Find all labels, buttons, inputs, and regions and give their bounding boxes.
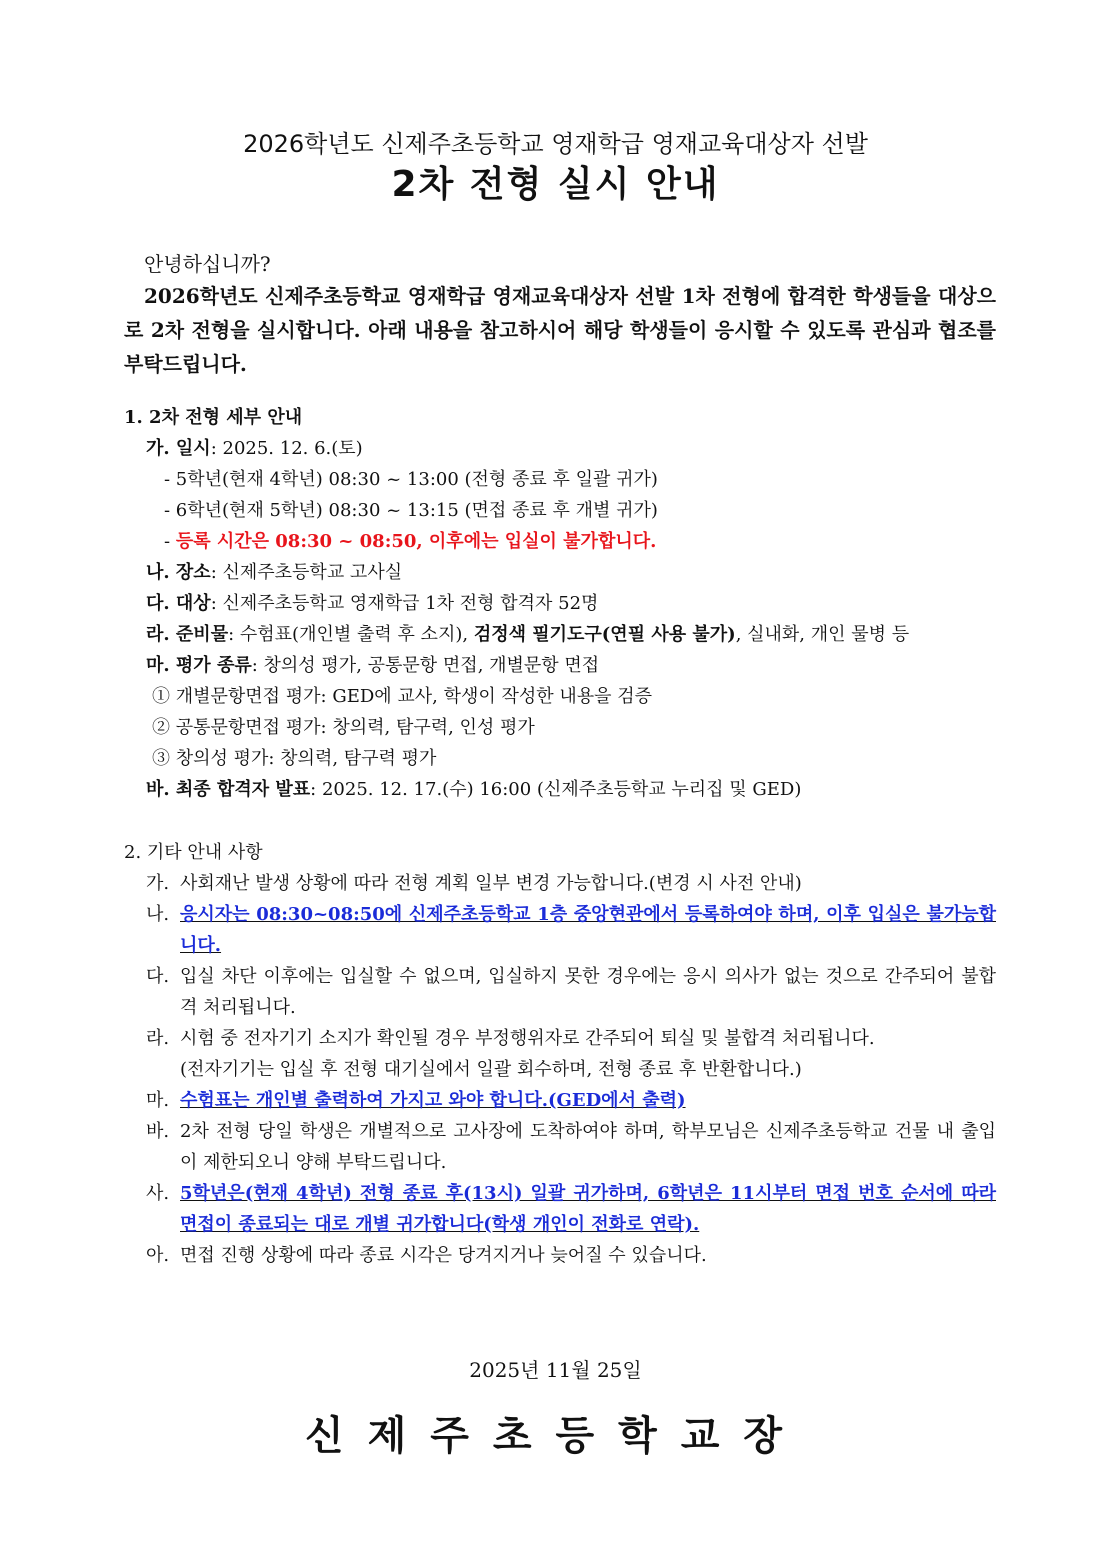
item-text: : 2025. 12. 6.(토) <box>210 438 363 459</box>
item-text: 사회재난 발생 상황에 따라 전형 계획 일부 변경 가능합니다.(변경 시 사전 안내) <box>180 873 802 894</box>
item-text: : 2025. 12. 17.(수) 16:00 (신제주초등학교 누리집 및 GED) <box>310 779 802 800</box>
signature: 신제주초등학교장 <box>304 1413 807 1459</box>
item-text: : 신제주초등학교 영재학급 1차 전형 합격자 52명 <box>210 593 599 614</box>
item-text: 입실 차단 이후에는 입실할 수 없으며, 입실하지 못한 경우에는 응시 의사가 없는 것으로 간주되어 불합격 처리됩니다. <box>180 966 996 1018</box>
item-label: 나. <box>146 904 170 925</box>
evaluation-sub-3: ③ 창의성 평가: 창의력, 탐구력 평가 <box>152 748 437 769</box>
item-text-bold: 검정색 필기도구(연필 사용 불가) <box>473 624 736 645</box>
item-label: 사. <box>146 1183 170 1204</box>
list-item <box>146 1178 996 1240</box>
item-text: 시험 중 전자기기 소지가 확인될 경우 부정행위자로 간주되어 퇴실 및 불합격 처리됩니다. <box>180 1028 875 1049</box>
schedule-item <box>146 433 363 464</box>
list-item <box>146 868 996 899</box>
item-label: 라. <box>146 1028 170 1049</box>
section2-heading: 2. 기타 안내 사항 <box>124 842 263 863</box>
evaluation-sub-2: ② 공통문항면접 평가: 창의력, 탐구력, 인성 평가 <box>152 717 535 738</box>
item-label: 아. <box>146 1245 170 1266</box>
evaluation-item <box>146 650 599 681</box>
list-item <box>146 1023 996 1085</box>
item-label: 마. 평가 종류 <box>146 655 252 676</box>
location-item <box>146 557 402 588</box>
supplies-item <box>146 619 909 650</box>
item-text: 2차 전형 당일 학생은 개별적으로 고사장에 도착하여야 하며, 학부모님은 신제주초등학교 건물 내 출입이 제한되오니 양해 부탁드립니다. <box>180 1121 996 1173</box>
grade5-schedule: - 5학년(현재 4학년) 08:30 ~ 13:00 (전형 종료 후 일괄 귀가) <box>164 469 658 490</box>
item-label: 라. 준비물 <box>146 624 229 645</box>
item-text: , 실내화, 개인 물병 등 <box>735 624 910 645</box>
list-item <box>146 1085 996 1116</box>
title-line1: 2026학년도 신제주초등학교 영재학급 영재교육대상자 선발 <box>243 130 868 158</box>
registration-notice <box>164 526 656 557</box>
item-label: 나. 장소 <box>146 562 211 583</box>
dash: - <box>164 531 176 552</box>
section1-heading: 1. 2차 전형 세부 안내 <box>124 407 303 428</box>
item-text: 5학년은(현재 4학년) 전형 종료 후(13시) 일괄 귀가하며, 6학년은 11시부터 면접 번호 순서에 따라 면접이 종료되는 대로 개별 귀가합니다(학생 개인이 전화로 연락). <box>180 1183 996 1235</box>
document-date: 2025년 11월 25일 <box>469 1358 642 1382</box>
item-text: 응시자는 08:30~08:50에 신제주초등학교 1층 중앙현관에서 등록하여야 하며, 이후 입실은 불가능합니다. <box>180 904 996 956</box>
registration-notice-text: 등록 시간은 08:30 ~ 08:50, 이후에는 입실이 불가합니다. <box>175 531 657 552</box>
item-text-note: (전자기기는 입실 후 전형 대기실에서 일괄 회수하며, 전형 종료 후 반환합니다.) <box>180 1059 802 1080</box>
page-title: 2차 전형 실시 안내 <box>391 164 720 205</box>
announcement-item <box>146 774 801 805</box>
list-item <box>146 899 996 961</box>
list-item <box>146 961 996 1023</box>
item-label: 가. <box>146 873 170 894</box>
list-item <box>146 1116 996 1178</box>
intro-paragraph: 2026학년도 신제주초등학교 영재학급 영재교육대상자 선발 1차 전형에 합격한 학생들을 대상으로 2차 전형을 실시합니다. 아래 내용을 참고하시어 해당 학생들이 응시할 수 있도록 관심과 협조를 부탁드립니다. <box>124 284 996 376</box>
item-text: : 창의성 평가, 공통문항 면접, 개별문항 면접 <box>251 655 600 676</box>
item-label: 마. <box>146 1090 170 1111</box>
list-item <box>146 1240 996 1271</box>
grade6-schedule: - 6학년(현재 5학년) 08:30 ~ 13:15 (면접 종료 후 개별 귀가) <box>164 500 658 521</box>
item-label: 다. <box>146 966 170 987</box>
evaluation-sub-1: ① 개별문항면접 평가: GED에 교사, 학생이 작성한 내용을 검증 <box>152 686 653 707</box>
item-text: 면접 진행 상황에 따라 종료 시각은 당겨지거나 늦어질 수 있습니다. <box>180 1245 707 1266</box>
item-label: 가. 일시 <box>146 438 211 459</box>
item-text: : 수험표(개인별 출력 후 소지), <box>228 624 474 645</box>
item-text: 수험표는 개인별 출력하여 가지고 와야 합니다.(GED에서 출력) <box>180 1090 686 1111</box>
greeting: 안녕하십니까? <box>144 252 271 276</box>
item-text: : 신제주초등학교 고사실 <box>210 562 403 583</box>
item-label: 바. 최종 합격자 발표 <box>146 779 311 800</box>
item-label: 바. <box>146 1121 170 1142</box>
target-item <box>146 588 598 619</box>
item-label: 다. 대상 <box>146 593 211 614</box>
